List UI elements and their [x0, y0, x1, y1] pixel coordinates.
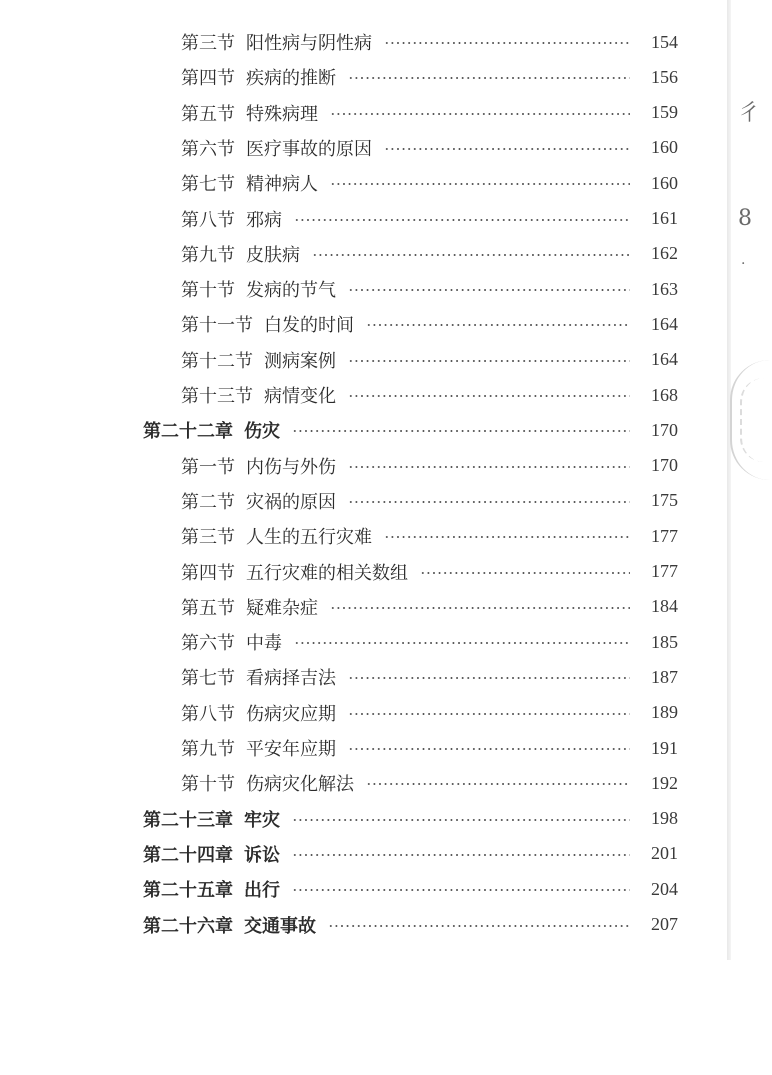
entry-title: 看病择吉法 [246, 668, 336, 690]
entry-title: 诉讼 [244, 844, 280, 866]
leader-dots [348, 360, 630, 362]
entry-page-number: 198 [651, 808, 678, 829]
entry-page-number: 161 [651, 208, 678, 228]
entry-title: 疾病的推断 [246, 68, 336, 90]
toc-section-entry[interactable] [181, 132, 678, 164]
toc-chapter-entry[interactable] [143, 873, 678, 905]
entry-page-number: 207 [651, 914, 678, 934]
entry-number: 第七节 [181, 668, 235, 690]
entry-page-number: 170 [651, 419, 678, 440]
leader-dots [348, 289, 630, 291]
leader-dots [312, 254, 630, 256]
entry-number: 第三节 [181, 33, 235, 54]
adjacent-page-fragment: · [741, 256, 746, 272]
entry-number: 第二十二章 [143, 421, 233, 443]
toc-section-entry[interactable] [181, 520, 678, 552]
entry-page-number: 201 [651, 843, 678, 864]
entry-number: 第五节 [181, 103, 235, 125]
leader-dots [420, 572, 630, 574]
toc-section-entry[interactable] [181, 591, 678, 623]
entry-title: 测病案例 [264, 350, 336, 372]
toc-section-entry[interactable] [181, 344, 678, 376]
entry-title: 发病的节气 [246, 280, 336, 302]
entry-title: 阳性病与阴性病 [246, 33, 372, 54]
leader-dots [294, 219, 630, 221]
entry-number: 第二十三章 [143, 809, 233, 831]
entry-page-number: 187 [651, 666, 678, 687]
entry-number: 第九节 [181, 739, 235, 760]
entry-title: 疑难杂症 [246, 597, 318, 619]
entry-page-number: 177 [651, 525, 678, 546]
entry-number: 第二十六章 [143, 915, 233, 937]
entry-title: 邪病 [246, 209, 282, 231]
leader-dots [348, 466, 630, 468]
leader-dots [330, 183, 630, 185]
entry-page-number: 159 [651, 102, 678, 123]
leader-dots [366, 783, 630, 785]
leader-dots [384, 536, 630, 538]
entry-number: 第二十五章 [143, 880, 233, 902]
leader-dots [366, 324, 630, 326]
entry-page-number: 160 [651, 137, 678, 158]
leader-dots [292, 819, 630, 821]
entry-number: 第二十四章 [143, 844, 233, 866]
entry-page-number: 177 [651, 561, 678, 581]
leader-dots [384, 148, 630, 150]
entry-title: 中毒 [246, 633, 282, 655]
entry-title: 人生的五行灾难 [246, 527, 372, 549]
entry-page-number: 164 [651, 313, 678, 334]
entry-number: 第四节 [181, 68, 235, 90]
entry-page-number: 192 [651, 772, 678, 793]
leader-dots [294, 642, 630, 644]
leader-dots [348, 501, 630, 503]
entry-page-number: 162 [651, 243, 678, 264]
adjacent-page-fragment: 彳 [738, 101, 761, 126]
entry-title: 伤灾 [244, 421, 280, 443]
toc-section-entry[interactable] [181, 732, 678, 764]
leader-dots [292, 854, 630, 856]
entry-title: 病情变化 [264, 386, 336, 407]
entry-title: 伤病灾化解法 [246, 774, 354, 796]
toc-section-entry[interactable] [181, 450, 678, 482]
toc-chapter-entry[interactable] [143, 414, 678, 446]
entry-number: 第六节 [181, 633, 235, 655]
entry-title: 灾祸的原因 [246, 491, 336, 513]
toc-section-entry[interactable] [181, 626, 678, 658]
entry-page-number: 164 [651, 349, 678, 370]
leader-dots [348, 677, 630, 679]
entry-number: 第九节 [181, 244, 235, 266]
leader-dots [348, 713, 630, 715]
toc-section-entry[interactable] [181, 97, 678, 129]
entry-number: 第十一节 [181, 315, 253, 337]
entry-title: 内伤与外伤 [246, 456, 336, 478]
entry-title: 伤病灾应期 [246, 703, 336, 725]
toc-section-entry[interactable] [181, 273, 678, 305]
entry-number: 第八节 [181, 209, 235, 231]
entry-page-number: 185 [651, 631, 678, 652]
entry-page-number: 170 [651, 455, 678, 476]
leader-dots [348, 748, 630, 750]
toc-section-entry[interactable] [181, 556, 678, 588]
leader-dots [348, 395, 630, 397]
entry-title: 特殊病理 [246, 103, 318, 125]
leader-dots [330, 113, 630, 115]
entry-title: 皮肤病 [246, 244, 300, 266]
entry-number: 第四节 [181, 562, 235, 584]
entry-title: 牢灾 [244, 809, 280, 831]
toc-section-entry[interactable] [181, 485, 678, 517]
toc-section-entry[interactable] [181, 697, 678, 729]
entry-number: 第五节 [181, 597, 235, 619]
entry-title: 平安年应期 [246, 739, 336, 760]
entry-title: 精神病人 [246, 174, 318, 196]
entry-title: 五行灾难的相关数组 [246, 562, 408, 584]
entry-page-number: 191 [651, 737, 678, 758]
entry-page-number: 163 [651, 278, 678, 299]
leader-dots [328, 925, 630, 927]
leader-dots [330, 607, 630, 609]
entry-page-number: 204 [651, 878, 678, 899]
leader-dots [292, 430, 630, 432]
adjacent-page-edge [727, 0, 731, 960]
entry-number: 第三节 [181, 527, 235, 549]
toc-section-entry[interactable] [181, 61, 678, 93]
toc-section-entry[interactable] [181, 661, 678, 693]
entry-title: 白发的时间 [264, 315, 354, 337]
leader-dots [348, 77, 630, 79]
toc-section-entry[interactable] [181, 767, 678, 799]
entry-page-number: 160 [651, 172, 678, 193]
entry-number: 第十二节 [181, 350, 253, 372]
entry-page-number: 175 [651, 490, 678, 511]
entry-title: 交通事故 [244, 915, 316, 937]
entry-number: 第十节 [181, 280, 235, 302]
entry-page-number: 156 [651, 66, 678, 87]
bagua-ornament-icon [730, 360, 772, 480]
entry-number: 第二节 [181, 491, 235, 513]
toc-section-entry[interactable] [181, 26, 678, 58]
entry-number: 第十节 [181, 774, 235, 796]
toc-section-entry[interactable] [181, 238, 678, 270]
entry-title: 医疗事故的原因 [246, 138, 372, 160]
toc-section-entry[interactable] [181, 308, 678, 340]
entry-page-number: 184 [651, 596, 678, 617]
entry-number: 第八节 [181, 703, 235, 725]
adjacent-page-fragment: 8 [738, 206, 752, 231]
entry-number: 第十三节 [181, 386, 253, 407]
toc-section-entry[interactable] [181, 379, 678, 411]
toc-chapter-entry[interactable] [143, 803, 678, 835]
toc-section-entry[interactable] [181, 203, 678, 235]
entry-number: 第七节 [181, 174, 235, 196]
entry-page-number: 168 [651, 384, 678, 405]
toc-chapter-entry[interactable] [143, 909, 678, 941]
entry-number: 第六节 [181, 138, 235, 160]
entry-number: 第一节 [181, 456, 235, 478]
entry-page-number: 189 [651, 702, 678, 723]
entry-page-number: 154 [651, 31, 678, 52]
leader-dots [384, 42, 630, 44]
entry-title: 出行 [244, 880, 280, 902]
toc-chapter-entry[interactable] [143, 838, 678, 870]
leader-dots [292, 889, 630, 891]
toc-section-entry[interactable] [181, 167, 678, 199]
